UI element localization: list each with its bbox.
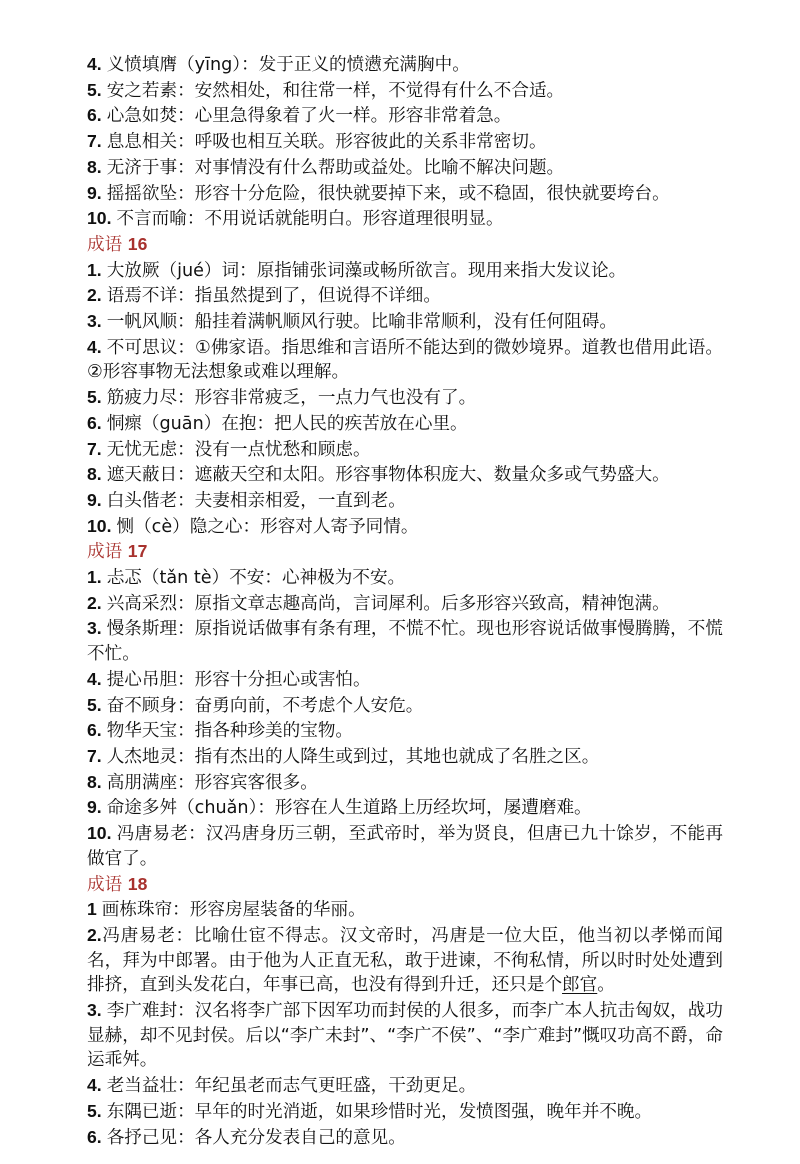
item-text: 遮天蔽日：遮蔽天空和太阳。形容事物体积庞大、数量众多或气势盛大。 xyxy=(106,465,670,486)
list-item xyxy=(87,1073,723,1099)
item-index: 3. xyxy=(87,311,102,332)
item-index: 6. xyxy=(87,105,102,126)
item-index: 5. xyxy=(87,1100,102,1121)
list-item xyxy=(87,206,723,232)
list-item xyxy=(87,1099,723,1125)
item-text: 恻（cè）隐之心：形容对人寄予同情。 xyxy=(116,516,419,537)
item-index: 3. xyxy=(87,618,102,639)
item-index: 1 xyxy=(87,899,97,920)
list-item xyxy=(87,411,723,437)
section-heading xyxy=(87,872,723,898)
list-item xyxy=(87,744,723,770)
item-index: 9. xyxy=(87,489,102,510)
item-text: 语焉不详：指虽然提到了，但说得不详细。 xyxy=(106,286,441,307)
item-index: 4. xyxy=(87,336,102,357)
item-text: 心急如焚：心里急得象着了火一样。形容非常着急。 xyxy=(106,106,512,127)
item-text: 义愤填膺（yīng）：发于正义的愤懑充满胸中。 xyxy=(106,55,470,75)
item-text: 安之若素：安然相处，和往常一样，不觉得有什么不合适。 xyxy=(106,80,565,101)
list-item xyxy=(87,1125,723,1151)
item-index: 5. xyxy=(87,387,102,408)
item-text: 白头偕老：夫妻相亲相爱，一直到老。 xyxy=(106,490,406,511)
section-heading xyxy=(87,232,723,258)
list-item xyxy=(87,52,723,78)
item-index: 8. xyxy=(87,156,102,177)
heading-label: 成语 xyxy=(87,234,123,255)
item-text: 物华天宝：指各种珍美的宝物。 xyxy=(106,721,354,742)
list-item xyxy=(87,437,723,463)
item-index: 6. xyxy=(87,720,102,741)
item-text: 各抒己见：各人充分发表自己的意见。 xyxy=(106,1127,406,1148)
heading-number: 18 xyxy=(127,873,148,894)
item-index: 6. xyxy=(87,412,102,433)
item-index: 1. xyxy=(87,567,102,588)
list-item xyxy=(87,795,723,821)
item-index: 4. xyxy=(87,668,102,689)
item-text: 命途多舛（chuǎn）：形容在人生道路上历经坎坷，屡遭磨难。 xyxy=(106,798,592,819)
item-text: 摇摇欲坠：形容十分危险，很快就要掉下来，或不稳固，很快就要垮台。 xyxy=(106,183,670,204)
list-item xyxy=(87,667,723,693)
list-item xyxy=(87,591,723,617)
item-index: 2. xyxy=(87,285,102,306)
item-text: 不言而喻：不用说话就能明白。形容道理很明显。 xyxy=(116,209,504,230)
item-index: 2. xyxy=(87,924,102,945)
item-text: 筋疲力尽：形容非常疲乏，一点力气也没有了。 xyxy=(106,388,477,409)
list-item xyxy=(87,385,723,411)
section-18 xyxy=(87,872,723,1151)
item-index: 8. xyxy=(87,464,102,485)
underlined-term: 郎官 xyxy=(562,975,598,996)
item-text: 奋不顾身：奋勇向前，不考虑个人安危。 xyxy=(106,695,424,716)
item-index: 9. xyxy=(87,182,102,203)
item-index: 10. xyxy=(87,515,112,536)
item-index: 7. xyxy=(87,745,102,766)
item-text: 慢条斯理：原指说话做事有条有理，不慌不忙。现也形容说话做事慢腾腾，不慌不忙。 xyxy=(87,619,723,665)
item-text: 无忧无虑：没有一点忧愁和顾虑。 xyxy=(106,439,371,460)
list-item xyxy=(87,335,723,385)
item-index: 10. xyxy=(87,208,112,229)
item-index: 10. xyxy=(87,823,112,844)
item-text: 提心吊胆：形容十分担心或害怕。 xyxy=(106,669,371,690)
item-text: 老当益壮：年纪虽老而志气更旺盛，干劲更足。 xyxy=(106,1076,477,1097)
list-item xyxy=(87,821,723,871)
list-item xyxy=(87,923,723,998)
list-item xyxy=(87,283,723,309)
item-index: 8. xyxy=(87,771,102,792)
list-item xyxy=(87,258,723,284)
item-index: 6. xyxy=(87,1126,102,1147)
item-index: 3. xyxy=(87,1000,102,1021)
item-text: 兴高采烈：原指文章志趣高尚，言词犀利。后多形容兴致高，精神饱满。 xyxy=(106,593,670,614)
item-index: 4. xyxy=(87,54,102,74)
item-index: 7. xyxy=(87,131,102,152)
item-text: 不可思议：①佛家语。指思维和言语所不能达到的微妙境界。道教也借用此语。②形容事物无法想象或难以理解。 xyxy=(87,337,723,383)
item-text: 人杰地灵：指有杰出的人降生或到过，其地也就成了名胜之区。 xyxy=(106,746,600,767)
list-item xyxy=(87,103,723,129)
item-text: 冯唐易老：比喻仕宦不得志。汉文帝时，冯唐是一位大臣，他当初以孝悌而闻名，拜为中郎署。由于他为人正直无私，敢于进谏，不徇私情，所以时时处处遭到排挤，直到头发花白，年事已高，也没有得到升迁，还只是个 xyxy=(87,925,723,996)
item-text: 息息相关：呼吸也相互关联。形容彼此的关系非常密切。 xyxy=(106,132,547,153)
section-17 xyxy=(87,539,723,871)
list-item xyxy=(87,129,723,155)
item-text: 东隅已逝：早年的时光消逝，如果珍惜时光，发愤图强，晚年并不晚。 xyxy=(106,1101,653,1122)
section-continued xyxy=(87,52,723,232)
list-item xyxy=(87,488,723,514)
item-text: 高朋满座：形容宾客很多。 xyxy=(106,772,318,793)
item-text: 恫瘝（guān）在抱：把人民的疾苦放在心里。 xyxy=(106,413,468,434)
idiom-document xyxy=(87,52,723,1150)
list-item xyxy=(87,616,723,666)
item-text: 画栋珠帘：形容房屋装备的华丽。 xyxy=(101,900,366,921)
list-item xyxy=(87,897,723,923)
section-16 xyxy=(87,232,723,539)
list-item xyxy=(87,155,723,181)
heading-label: 成语 xyxy=(87,542,123,563)
item-index: 5. xyxy=(87,79,102,100)
heading-number: 16 xyxy=(127,233,148,254)
section-heading xyxy=(87,539,723,565)
item-index: 7. xyxy=(87,438,102,459)
item-text: 李广难封：汉名将李广部下因军功而封侯的人很多，而李广本人抗击匈奴，战功显赫，却不见封侯。后以“李广未封”、“李广不侯”、“李广难封”慨叹功高不爵，命运乖舛。 xyxy=(87,1001,723,1071)
item-index: 9. xyxy=(87,797,102,818)
item-index: 5. xyxy=(87,694,102,715)
item-text: 忐忑（tǎn tè）不安：心神极为不安。 xyxy=(106,568,406,589)
list-item xyxy=(87,693,723,719)
list-item xyxy=(87,181,723,207)
item-text: 一帆风顺：船挂着满帆顺风行驶。比喻非常顺利，没有任何阻碍。 xyxy=(106,312,617,333)
item-text: 大放厥（jué）词：原指铺张词藻或畅所欲言。现用来指大发议论。 xyxy=(106,260,627,281)
item-text: 冯唐易老：汉冯唐身历三朝，至武帝时，举为贤良，但唐已九十馀岁，不能再做官了。 xyxy=(87,824,723,869)
item-text: 无济于事：对事情没有什么帮助或益处。比喻不解决问题。 xyxy=(106,157,565,178)
list-item xyxy=(87,998,723,1073)
list-item xyxy=(87,718,723,744)
item-index: 1. xyxy=(87,259,102,280)
list-item xyxy=(87,78,723,104)
list-item xyxy=(87,565,723,591)
item-index: 2. xyxy=(87,592,102,613)
heading-label: 成语 xyxy=(87,874,123,895)
list-item xyxy=(87,514,723,540)
heading-number: 17 xyxy=(127,541,148,562)
list-item xyxy=(87,309,723,335)
list-item xyxy=(87,770,723,796)
item-text-tail: 。 xyxy=(597,975,615,996)
item-index: 4. xyxy=(87,1075,102,1096)
list-item xyxy=(87,462,723,488)
